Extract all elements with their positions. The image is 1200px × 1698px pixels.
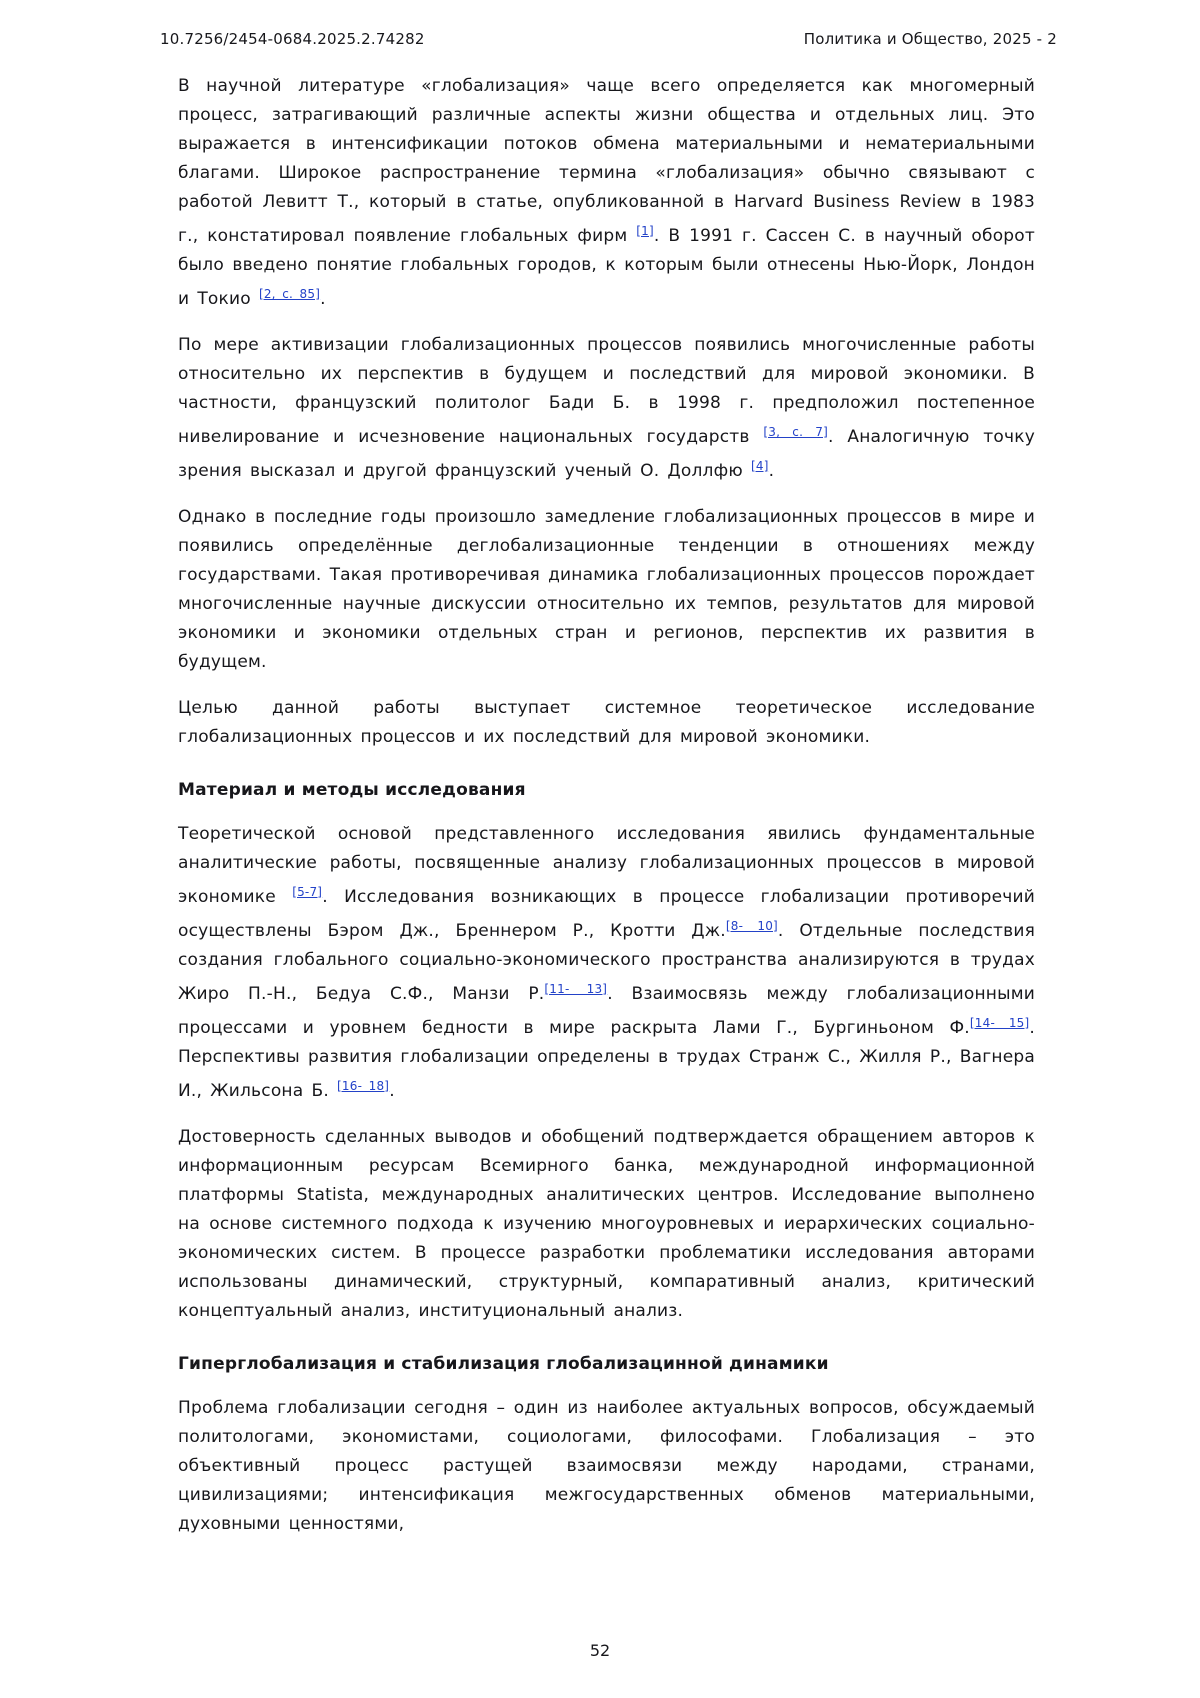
text-run: Целью данной работы выступает системное теоретическое исследование глобализационных процессов и их последствий для мировой экономики. (178, 698, 1035, 747)
doi-label: 10.7256/2454-0684.2025.2.74282 (160, 30, 425, 48)
paragraph-5 (178, 820, 1035, 1106)
journal-label: Политика и Общество, 2025 - 2 (803, 30, 1057, 48)
text-run: . В 1991 г. Сассен С. в научный оборот было введено понятие глобальных городов, к которым были отнесены Нью-Йорк, Лондон и Токио (178, 226, 1035, 309)
text-run: По мере активизации глобализационных процессов появились многочисленные работы относительно их перспектив в будущем и последствий для мировой экономики. В частности, французский политолог Бади Б. в 1998 г. предположил постепенное нивелирование и исчезновение национальных государств (178, 335, 1035, 447)
citation-link[interactable]: [16- 18] (337, 1079, 390, 1093)
section-heading-hyperglobalization: Гиперглобализация и стабилизация глобализацинной динамики (178, 1354, 829, 1374)
text-run: . Взаимосвязь между глобализационными процессами и уровнем бедности в мире раскрыта Лами Г., Бургиньоном Ф. (178, 984, 1035, 1038)
text-run: Достоверность сделанных выводов и обобщений подтверждается обращением авторов к информационным ресурсам Всемирного банка, международной информационной платформы Statista, международных аналитических центров. Исследование выполнено на основе системного подхода к изучению многоуровневых и иерархических социально-экономических систем. В процессе разработки проблематики исследования авторами использованы динамический, структурный, компаративный анализ, критический концептуальный анализ, институциональный анализ. (178, 1127, 1035, 1321)
text-run: . (768, 461, 775, 481)
section-heading-methods: Материал и методы исследования (178, 780, 526, 800)
citation-link[interactable]: [2, с. 85] (258, 287, 321, 301)
text-run: . (389, 1081, 395, 1101)
text-run: . (320, 289, 326, 309)
paragraph-6 (178, 1123, 1035, 1326)
text-run: . Отдельные последствия создания глобального социально-экономического пространства анализируются в трудах Жиро П.-Н., Бедуа С.Ф., Манзи Р. (178, 921, 1036, 1004)
page-header (0, 0, 1200, 48)
paragraph-4 (178, 694, 1035, 752)
paragraph-1 (178, 72, 1035, 314)
page-number: 52 (589, 1641, 611, 1660)
citation-link[interactable]: [1] (636, 224, 654, 238)
citation-link[interactable]: [4] (750, 459, 769, 473)
paragraph-2 (178, 331, 1035, 486)
citation-link[interactable]: [3, с. 7] (763, 425, 829, 439)
text-run: . Аналогичную точку зрения высказал и другой французский ученый О. Доллфю (178, 427, 1035, 481)
text-run: Проблема глобализации сегодня – один из наиболее актуальных вопросов, обсуждаемый политологами, экономистами, социологами, философами. Глобализация – это объективный процесс растущей взаимосвязи между народами, странами, цивилизациями; интенсификация межгосударственных обменов материальными, духовными ценностями, (178, 1398, 1035, 1534)
text-run: Однако в последние годы произошло замедление глобализационных процессов в мире и появились определённые деглобализационные тенденции в отношениях между государствами. Такая противоречивая динамика глобализационных процессов порождает многочисленные научные дискуссии относительно их темпов, результатов для мировой экономики и экономики отдельных стран и регионов, перспектив их развития в будущем. (178, 507, 1035, 672)
citation-link[interactable]: [14- 15] (969, 1016, 1030, 1030)
paragraph-3 (178, 503, 1035, 677)
text-run: В научной литературе «глобализация» чаще всего определяется как многомерный процесс, затрагивающий различные аспекты жизни общества и отдельных лиц. Это выражается в интенсификации потоков обмена материальными и нематериальными благами. Широкое распространение термина «глобализация» обычно связывают с работой Левитт Т., который в статье, опубликованной в Harvard Business Review в 1983 г., констатировал появление глобальных фирм (178, 76, 1035, 246)
citation-link[interactable]: [5-7] (292, 885, 323, 899)
text-run: . Перспективы развития глобализации определены в трудах Странж С., Жилля Р., Вагнера И., Жильсона Б. (178, 1018, 1035, 1101)
citation-link[interactable]: [8- 10] (725, 919, 778, 933)
text-run: . Исследования возникающих в процессе глобализации противоречий осуществлены Бэром Дж., Бреннером Р., Кротти Дж. (178, 887, 1035, 941)
text-run: Теоретической основой представленного исследования явились фундаментальные аналитические работы, посвященные анализу глобализационных процессов в мировой экономике (178, 824, 1035, 907)
citation-link[interactable]: [11- 13] (544, 982, 608, 996)
paragraph-7 (178, 1394, 1035, 1539)
article-body (0, 48, 1200, 1539)
